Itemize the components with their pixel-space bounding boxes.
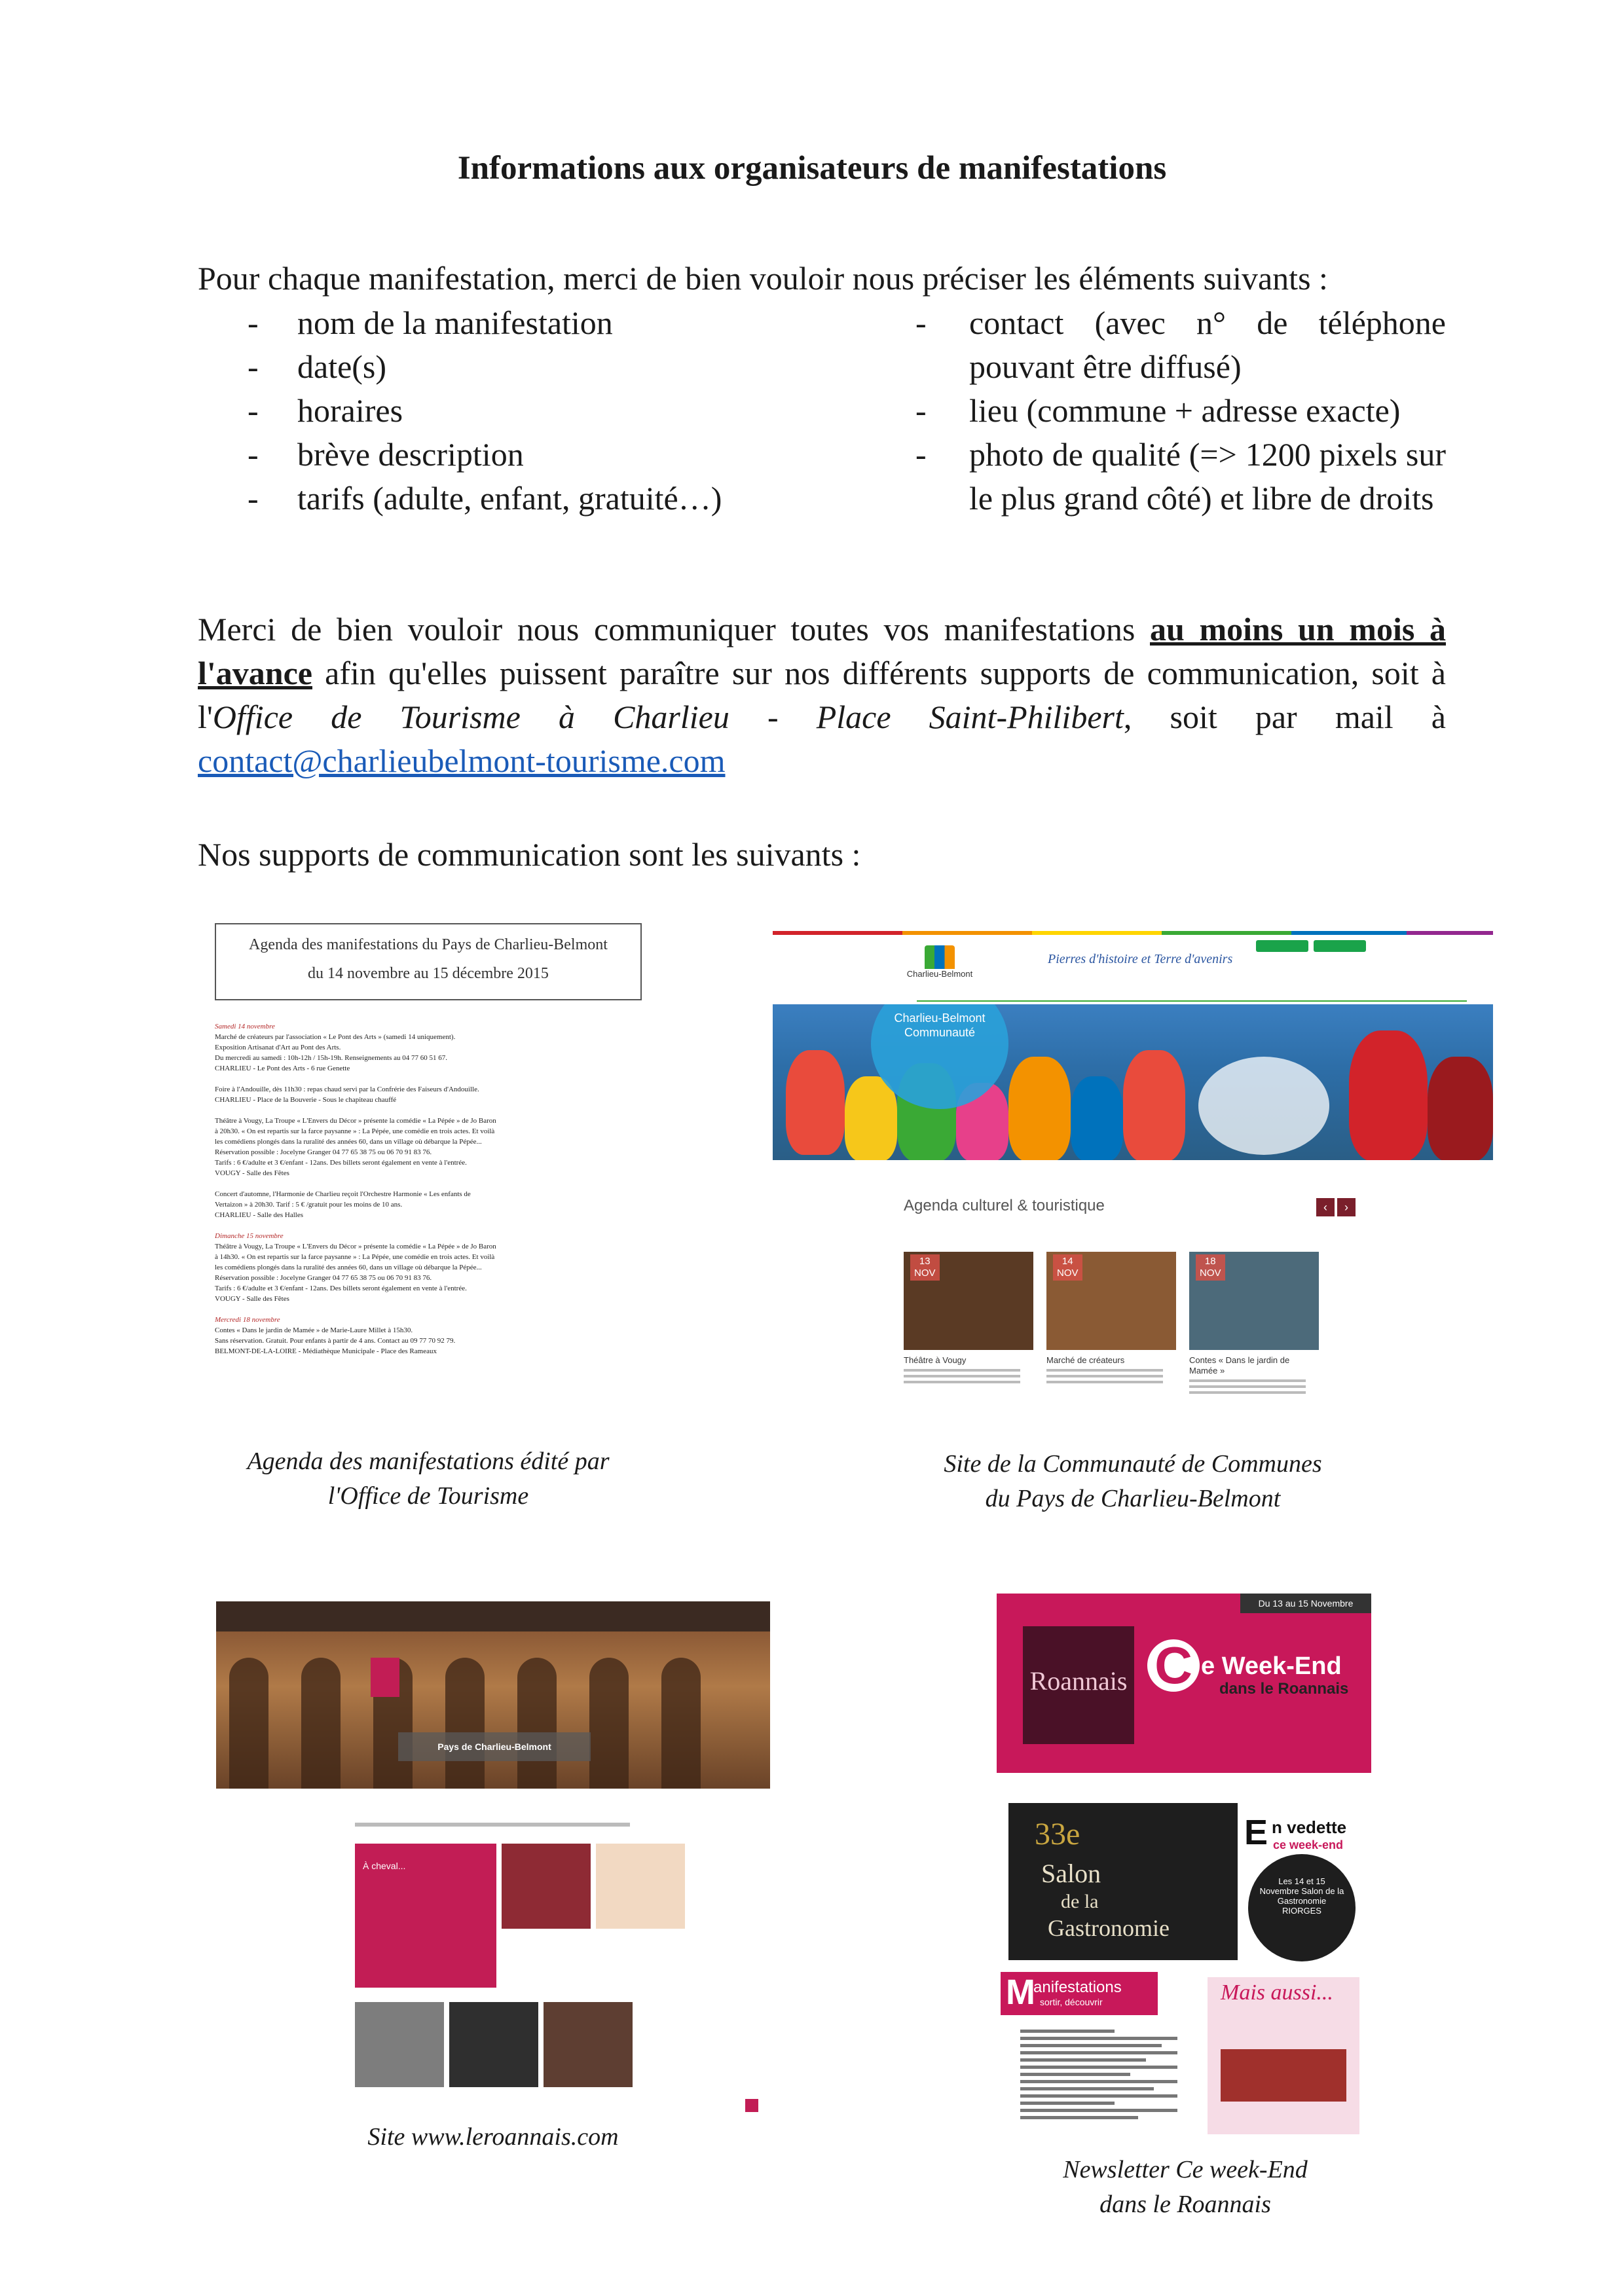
carousel-arrows[interactable] xyxy=(1316,1198,1358,1216)
agenda-row: Foire à l'Andouille, dès 11h30 : repas chaud servi par la Confrérie des Faiseurs d'Andouille. xyxy=(215,1085,479,1093)
agenda-row xyxy=(215,1178,642,1189)
leroannais-thumbnail xyxy=(216,1601,770,2119)
list-left-item: - date(s) xyxy=(248,348,387,385)
agenda-card[interactable] xyxy=(1189,1252,1319,1394)
agenda-row xyxy=(215,1074,642,1084)
hero-info-box xyxy=(1198,1057,1329,1155)
caption-agenda: Agenda des manifestations édité par l'Office de Tourisme xyxy=(247,1448,610,1510)
agenda-row: Vertaizon » à 20h30. Tarif : 5 € /gratuit pour les moins de 10 ans. xyxy=(215,1201,403,1209)
manifestations-header: M anifestations sortir, découvrir xyxy=(1001,1972,1158,2015)
agenda-row: Marché de créateurs par l'association « Le Pont des Arts » (samedi 14 uniquement). xyxy=(215,1033,456,1041)
agenda-row: Théâtre à Vougy, La Troupe « L'Envers du Décor » présente la comédie « La Pépée » de Jo Baron xyxy=(215,1243,496,1250)
salon-gastronomie-block: 33e Salon de la Gastronomie xyxy=(1008,1803,1238,1960)
site-logo: Charlieu-Belmont xyxy=(904,945,976,979)
intro-text: Pour chaque manifestation, merci de bien vouloir nous préciser les éléments suivants : xyxy=(198,260,1328,297)
mais-aussi-block: Mais aussi... xyxy=(1208,1977,1359,2134)
list-left-item: - horaires xyxy=(248,392,403,429)
agenda-card-image xyxy=(1046,1252,1176,1350)
logo-shape-icon xyxy=(925,945,955,969)
newsletter-banner: Du 13 au 15 Novembre Roannais C e Week-End dans le Roannais xyxy=(997,1594,1371,1773)
featured-block: À cheval... xyxy=(355,1844,496,1988)
agenda-row: Mercredi 18 novembre xyxy=(215,1316,280,1324)
agenda-row: à 20h30. « On est repartis sur la farce paysanne » : La Pépée, une comédie en trois actes. Et voilà xyxy=(215,1127,495,1135)
agenda-rows xyxy=(215,1021,642,1357)
agenda-card[interactable] xyxy=(1046,1252,1176,1383)
agenda-row: CHARLIEU - Salle des Halles xyxy=(215,1211,304,1219)
agenda-section-title: Agenda culturel & touristique xyxy=(904,1197,1105,1214)
agenda-row: les comédiens plongés dans la ruralité des années 60, dans un village où débarque la Pépée... xyxy=(215,1264,482,1271)
agenda-row: Réservation possible : Jocelyne Granger 04 77 65 38 75 ou 06 70 91 83 76. xyxy=(215,1274,432,1282)
agenda-thumbnail xyxy=(215,923,642,1473)
chevron-left-icon[interactable]: ‹ xyxy=(1316,1198,1335,1216)
site-cc-thumbnail xyxy=(773,931,1493,1415)
agenda-row: Tarifs : 6 €/adulte et 3 €/enfant - 12ans. Des billets seront également en vente à l'entrée. xyxy=(215,1159,467,1167)
list-right-item: - lieu (commune + adresse exacte) xyxy=(915,392,1401,429)
elements-list-left xyxy=(248,301,837,520)
site-nav xyxy=(917,991,1467,1002)
chevron-right-icon[interactable]: › xyxy=(1337,1198,1356,1216)
agenda-card-date: 14 NOV xyxy=(1053,1254,1082,1281)
agenda-row: CHARLIEU - Place de la Bouverie - Sous le chapiteau chauffé xyxy=(215,1096,397,1104)
agenda-row: VOUGY - Salle des Fêtes xyxy=(215,1295,289,1303)
header-buttons xyxy=(1251,940,1366,955)
agenda-header-box xyxy=(215,923,642,1000)
office-address: Office de Tourisme à Charlieu - Place Saint-Philibert xyxy=(212,699,1124,735)
en-vedette-block: E n vedette ce week-end Les 14 et 15 Novembre Salon de la Gastronomie RIORGES xyxy=(1239,1812,1369,1963)
big-c-letter: C xyxy=(1147,1639,1200,1692)
leroannais-topbar xyxy=(216,1601,770,1631)
agenda-row: VOUGY - Salle des Fêtes xyxy=(215,1169,289,1177)
agenda-row: Tarifs : 6 €/adulte et 3 €/enfant - 12ans. Des billets seront également en vente à l'entrée. xyxy=(215,1285,467,1292)
leroannais-logo xyxy=(371,1658,399,1697)
agenda-row: à 14h30. « On est repartis sur la farce paysanne » : La Pépée, une comédie en trois actes. Et voilà xyxy=(215,1253,495,1261)
date-ribbon: Du 13 au 15 Novembre xyxy=(1240,1594,1371,1613)
caption-site-cc: Site de la Communauté de Communes du Pays de Charlieu-Belmont xyxy=(944,1450,1322,1512)
agenda-card-image xyxy=(1189,1252,1319,1350)
supports-heading: Nos supports de communication sont les suivants : xyxy=(198,836,861,873)
site-slogan: Pierres d'histoire et Terre d'avenirs xyxy=(1048,952,1233,966)
deadline-paragraph: Merci de bien vouloir nous communiquer toutes vos manifestations au moins un mois à l'avance afin qu'elles puissent paraître sur nos différents supports de communication, soit à l'Office de Tourisme à Charlieu - Place Saint-Philibert, soit par mail à contact@charlieubelmont-tourisme.com xyxy=(198,611,1446,779)
list-left-item: - nom de la manifestation xyxy=(248,304,613,341)
agenda-card-title: Marché de créateurs xyxy=(1046,1355,1125,1365)
contact-email-link[interactable]: contact@charlieubelmont-tourisme.com xyxy=(198,742,726,779)
caption-newsletter: Newsletter Ce week-End dans le Roannais xyxy=(1063,2156,1308,2218)
agenda-card-title: Théâtre à Vougy xyxy=(904,1355,967,1365)
list-right-item: - photo de qualité (=> 1200 pixels sur le plus grand côté) et libre de droits xyxy=(915,436,1446,517)
agenda-row: Sans réservation. Gratuit. Pour enfants à partir de 4 ans. Contact au 09 77 70 92 79. xyxy=(215,1337,456,1345)
caption-leroannais: Site www.leroannais.com xyxy=(367,2123,619,2151)
hero-banner: Charlieu-Belmont Communauté xyxy=(773,1004,1493,1160)
agenda-row: Exposition Artisanat d'Art au Pont des Arts. xyxy=(215,1044,341,1051)
agenda-row xyxy=(215,1304,642,1315)
agenda-row: Du mercredi au samedi : 10h-12h / 15h-19h. Renseignements au 04 77 60 51 67. xyxy=(215,1054,447,1062)
agenda-row: Dimanche 15 novembre xyxy=(215,1232,284,1240)
agenda-row: BELMONT-DE-LA-LOIRE - Médiathèque Municipale - Place des Rameaux xyxy=(215,1347,437,1355)
list-right-item: - contact (avec n° de téléphone pouvant être diffusé) xyxy=(915,304,1446,385)
agenda-row: les comédiens plongés dans la ruralité des années 60, dans un village où débarque la Pépée... xyxy=(215,1138,482,1146)
list-left-item: - tarifs (adulte, enfant, gratuité…) xyxy=(248,480,722,517)
agenda-card-image xyxy=(904,1252,1033,1350)
agenda-row xyxy=(215,1105,642,1116)
agenda-row: Contes « Dans le jardin de Mamée » de Marie-Laure Millet à 15h30. xyxy=(215,1326,413,1334)
agenda-card[interactable] xyxy=(904,1252,1033,1383)
agenda-row: Samedi 14 novembre xyxy=(215,1023,275,1030)
agenda-row: CHARLIEU - Le Pont des Arts - 6 rue Genette xyxy=(215,1065,350,1072)
agenda-row xyxy=(215,1220,642,1231)
agenda-row: Réservation possible : Jocelyne Granger 04 77 65 38 75 ou 06 70 91 83 76. xyxy=(215,1148,432,1156)
agenda-card-title: Contes « Dans le jardin de Mamée » xyxy=(1189,1355,1290,1376)
agenda-header-title: Agenda des manifestations du Pays de Charlieu-Belmont xyxy=(249,936,608,953)
elements-list-right xyxy=(915,301,1446,520)
agenda-header-dates: du 14 novembre au 15 décembre 2015 xyxy=(308,965,549,982)
page-title: Informations aux organisateurs de manifestations xyxy=(457,150,1167,187)
deadline-emphasis: au moins un mois à l'avance xyxy=(198,611,1446,691)
agenda-row: Théâtre à Vougy, La Troupe « L'Envers du Décor » présente la comédie « La Pépée » de Jo Baron xyxy=(215,1117,496,1125)
agenda-row: Concert d'automne, l'Harmonie de Charlieu reçoit l'Orchestre Harmonie « Les enfants de xyxy=(215,1190,471,1198)
agenda-card-date: 18 NOV xyxy=(1196,1254,1225,1281)
agenda-card-date: 13 NOV xyxy=(910,1254,940,1281)
newsletter-thumbnail xyxy=(997,1594,1371,2137)
pays-label: Pays de Charlieu-Belmont xyxy=(398,1732,591,1761)
color-stripe xyxy=(773,931,1493,935)
list-left-item: - brève description xyxy=(248,436,524,473)
leroannais-hero xyxy=(216,1631,770,1789)
